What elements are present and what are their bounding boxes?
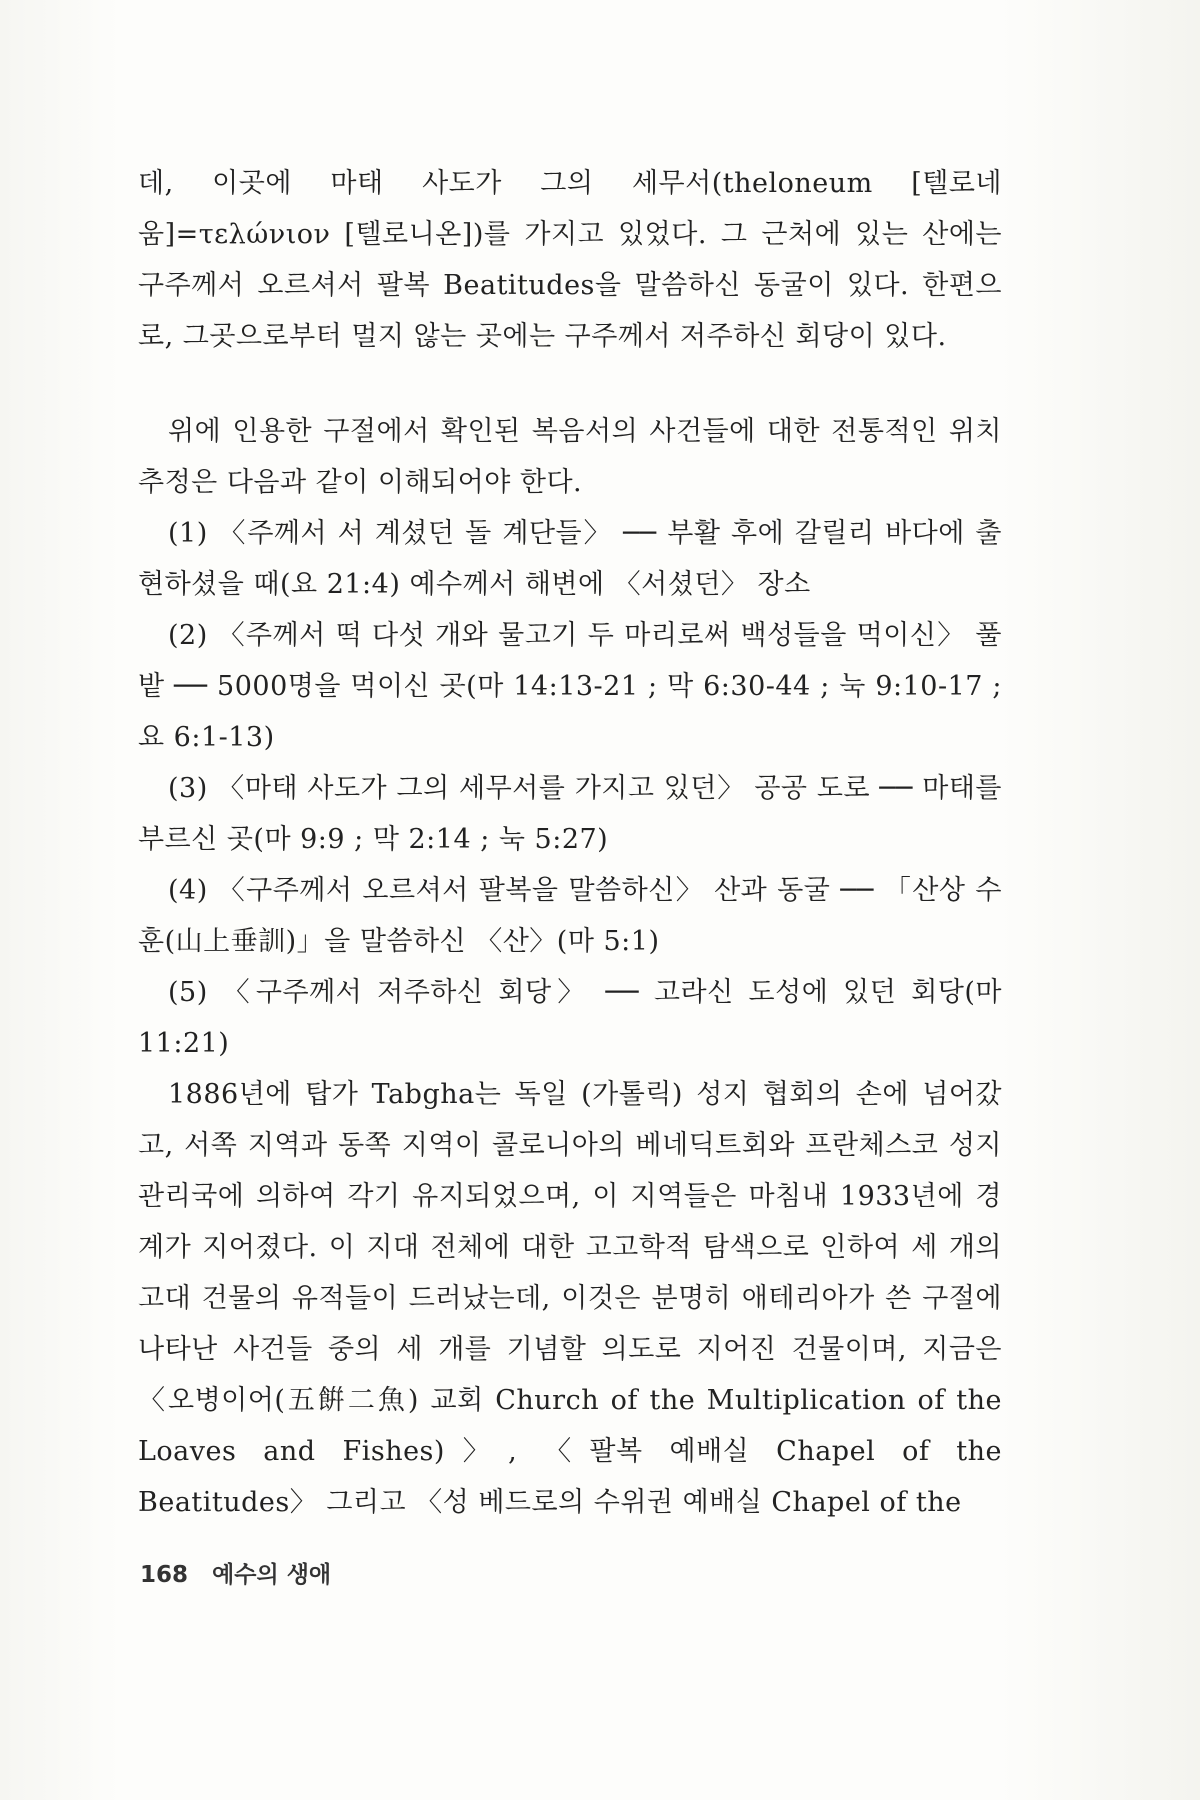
- list-item-1: (1) 〈주께서 서 계셨던 돌 계단들〉 ── 부활 후에 갈릴리 바다에 출현하셨을 때(요 21:4) 예수께서 해변에 〈서셨던〉 장소: [138, 518, 1002, 600]
- list-item-4: (4) 〈구주께서 오르셔서 팔복을 말씀하신〉 산과 동굴 ── 「산상 수훈(山上垂訓)」을 말씀하신 〈산〉(마 5:1): [138, 875, 1002, 957]
- list-item-3: (3) 〈마태 사도가 그의 세무서를 가지고 있던〉 공공 도로 ── 마태를 부르신 곳(마 9:9 ; 막 2:14 ; 눅 5:27): [138, 773, 1002, 855]
- closing-paragraph: 1886년에 탑가 Tabgha는 독일 (가톨릭) 성지 협회의 손에 넘어갔고, 서쪽 지역과 동쪽 지역이 콜로니아의 베네딕트회와 프란체스코 성지 관리국에 의하여 각기 유지되었으며, 이 지역들은 마침내 1933년에 경계가 지어졌다. 이 지대 전체에 대한 고고학적 탐색으로 인하여 세 개의 고대 건물의 유적들이 드러났는데, 이것은 분명히 애테리아가 쓴 구절에 나타난 사건들 중의 세 개를 기념할 의도로 지어진 건물이며, 지금은 〈오병이어(五餠二魚) 교회 Church of the Multiplication of the Loaves and Fishes)〉, 〈팔복 예배실 Chapel of the Beatitudes〉 그리고 〈성 베드로의 수위권 예배실 Chapel of the: [138, 1079, 1002, 1518]
- intro-paragraph: 위에 인용한 구절에서 확인된 복음서의 사건들에 대한 전통적인 위치 추정은 다음과 같이 이해되어야 한다.: [138, 416, 1002, 498]
- list-item-2: (2) 〈주께서 떡 다섯 개와 물고기 두 마리로써 백성들을 먹이신〉 풀밭 ── 5000명을 먹이신 곳(마 14:13-21 ; 막 6:30-44 ; 눅 9:10-17 ; 요 6:1-13): [138, 620, 1002, 753]
- page-footer: [140, 1556, 331, 1589]
- main-text-block: [138, 406, 1002, 1528]
- list-item-5: (5) 〈구주께서 저주하신 회당〉 ── 고라신 도성에 있던 회당(마 11:21): [138, 977, 1002, 1059]
- running-title: 예수의 생애: [212, 1562, 332, 1588]
- top-text-block: [138, 158, 1002, 362]
- continued-paragraph: 데, 이곳에 마태 사도가 그의 세무서(theloneum [텔로네움]=τελώνιον [텔로니온])를 가지고 있었다. 그 근처에 있는 산에는 구주께서 오르셔서 팔복 Beatitudes을 말씀하신 동굴이 있다. 한편으로, 그곳으로부터 멀지 않는 곳에는 구주께서 저주하신 회당이 있다.: [138, 168, 1002, 352]
- page-number: 168: [140, 1562, 189, 1588]
